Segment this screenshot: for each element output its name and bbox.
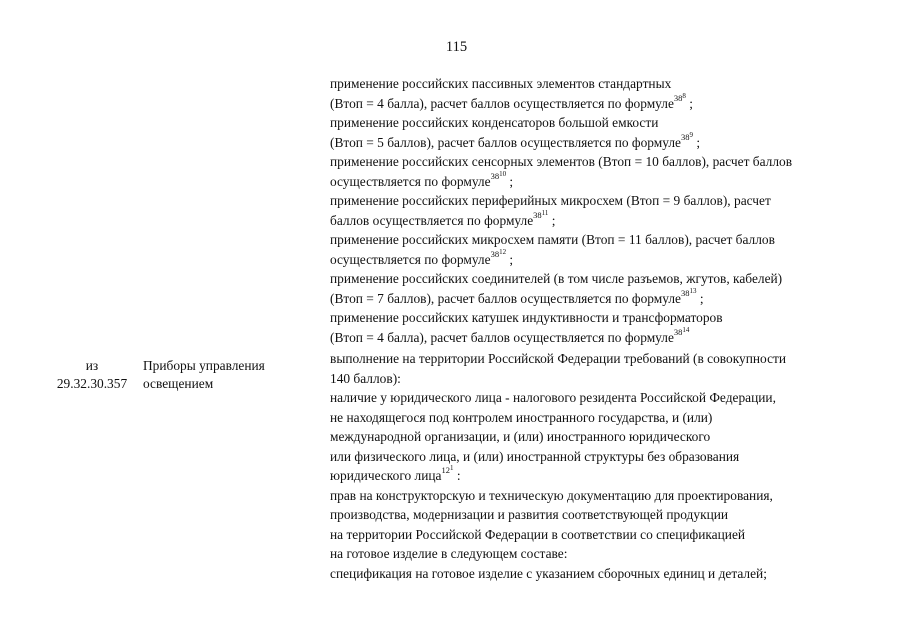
requirement-line-text: применение российских соединителей (в том числе разъемов, жгутов, кабелей)	[330, 271, 783, 286]
footnote-ref-number: 38	[533, 209, 542, 220]
footnote-ref	[491, 249, 507, 259]
footnote-ref-number: 38	[673, 92, 683, 103]
line-punctuation: ;	[692, 134, 701, 150]
footnote-ref-index: 10	[499, 169, 507, 178]
row-requirement-line	[330, 427, 875, 447]
row-requirements-block	[330, 349, 875, 583]
footnote-ref-index: 9	[689, 130, 693, 139]
requirement-line	[330, 286, 875, 309]
footnote-ref-index: 12	[499, 247, 507, 256]
footnote-ref-number: 38	[680, 131, 690, 142]
row-requirement-line	[330, 466, 875, 486]
requirement-line	[330, 91, 875, 114]
row-requirement-line-text: или физического лица, и (или) иностранной структуры без образования	[330, 448, 740, 464]
product-name-line-2: освещением	[143, 376, 214, 391]
requirement-line-text: осуществляется по формуле	[330, 173, 491, 189]
footnote-ref-index: 13	[689, 286, 697, 295]
requirement-line-text: осуществляется по формуле	[330, 251, 491, 267]
line-punctuation: ;	[506, 173, 514, 189]
product-name-cell	[143, 357, 313, 393]
requirement-line-text: применение российских периферийных микросхем (Втоп = 9 баллов), расчет	[330, 193, 771, 208]
footnote-ref-index: 11	[541, 208, 549, 217]
requirement-line	[330, 325, 875, 348]
requirement-line	[330, 113, 875, 133]
product-code-cell	[44, 357, 140, 393]
requirement-line	[330, 152, 875, 172]
row-requirement-line-text: на готовое изделие в следующем составе:	[330, 546, 568, 561]
row-requirement-line	[330, 408, 875, 428]
okpd-code: 29.32.30.357	[56, 376, 128, 391]
requirement-line	[330, 208, 875, 231]
footnote-ref-number: 12	[441, 465, 450, 475]
requirement-line-text: применение российских сенсорных элементов (Втоп = 10 баллов), расчет баллов	[330, 154, 793, 169]
requirements-column	[330, 74, 875, 583]
row-requirement-line-text: 140 баллов):	[330, 370, 401, 386]
requirement-line-text: (Втоп = 5 баллов), расчет баллов осуществляется по формуле	[330, 134, 681, 150]
row-requirement-line	[330, 369, 875, 389]
line-punctuation: ;	[696, 290, 704, 306]
requirement-line-text: применение российских микросхем памяти (Втоп = 11 баллов), расчет баллов	[330, 232, 775, 247]
footnote-ref	[674, 93, 686, 103]
requirement-line	[330, 247, 875, 270]
requirement-line-text: баллов осуществляется по формуле	[330, 212, 534, 228]
requirement-line	[330, 169, 875, 192]
page-number: 115	[445, 39, 468, 55]
top-requirements-block	[330, 74, 875, 347]
line-punctuation: ;	[548, 212, 556, 228]
footnote-ref-number: 38	[490, 248, 500, 259]
row-requirement-line-text: международной организации, и (или) иностранного юридического	[330, 429, 711, 444]
requirement-line	[330, 74, 875, 94]
row-requirement-line-text: наличие у юридического лица - налогового резидента Российской Федерации,	[330, 390, 776, 405]
requirement-line	[330, 269, 875, 289]
row-requirement-line	[330, 349, 875, 369]
requirement-line	[330, 230, 875, 250]
footnote-ref-index: 8	[682, 91, 686, 100]
footnote-ref	[533, 210, 548, 220]
line-punctuation: :	[453, 468, 461, 483]
row-requirement-line	[330, 525, 875, 545]
code-prefix: из	[85, 358, 99, 373]
row-requirement-line	[330, 564, 875, 584]
requirement-line	[330, 130, 875, 153]
row-requirement-line	[330, 505, 875, 525]
row-requirement-line-text: на территории Российской Федерации в соответствии со спецификацией	[330, 526, 746, 542]
row-requirement-line-text: юридического лица	[330, 468, 442, 483]
row-requirement-line-text: производства, модернизации и развития соответствующей продукции	[330, 507, 729, 522]
row-requirement-line	[330, 544, 875, 564]
requirement-line-text: (Втоп = 7 баллов), расчет баллов осуществляется по формуле	[330, 290, 681, 306]
requirement-line-text: применение российских пассивных элементов стандартных	[330, 76, 672, 91]
row-requirement-line	[330, 486, 875, 506]
footnote-ref	[674, 327, 690, 337]
footnote-ref-index: 14	[682, 325, 690, 334]
product-name-line-1: Приборы управления	[143, 358, 265, 373]
footnote-ref-number: 38	[680, 287, 690, 298]
line-punctuation: ;	[506, 251, 514, 267]
row-requirement-line-text: прав на конструкторскую и техническую документацию для проектирования,	[330, 487, 773, 503]
line-punctuation: ;	[685, 95, 693, 111]
row-requirement-line-text: не находящегося под контролем иностранного государства, и (или)	[330, 409, 713, 425]
footnote-ref	[491, 171, 507, 181]
requirement-line-text: применение российских катушек индуктивности и трансформаторов	[330, 310, 723, 325]
row-requirement-line-text: выполнение на территории Российской Федерации требований (в совокупности	[330, 351, 787, 366]
footnote-ref-number: 38	[490, 170, 500, 181]
footnote-ref	[681, 132, 693, 142]
footnote-ref-index: 1	[449, 464, 454, 472]
footnote-ref	[441, 465, 453, 475]
requirement-line-text: (Втоп = 4 балла), расчет баллов осуществляется по формуле	[330, 95, 674, 111]
row-requirement-line	[330, 447, 875, 467]
requirement-line	[330, 191, 875, 211]
requirement-line-text: применение российских конденсаторов большой емкости	[330, 115, 659, 130]
footnote-ref	[681, 288, 697, 298]
row-requirement-line-text: спецификация на готовое изделие с указанием сборочных единиц и деталей;	[330, 565, 767, 581]
requirement-line	[330, 308, 875, 328]
row-requirement-line	[330, 388, 875, 408]
requirement-line-text: (Втоп = 4 балла), расчет баллов осуществляется по формуле	[330, 329, 674, 345]
footnote-ref-number: 38	[673, 326, 683, 337]
